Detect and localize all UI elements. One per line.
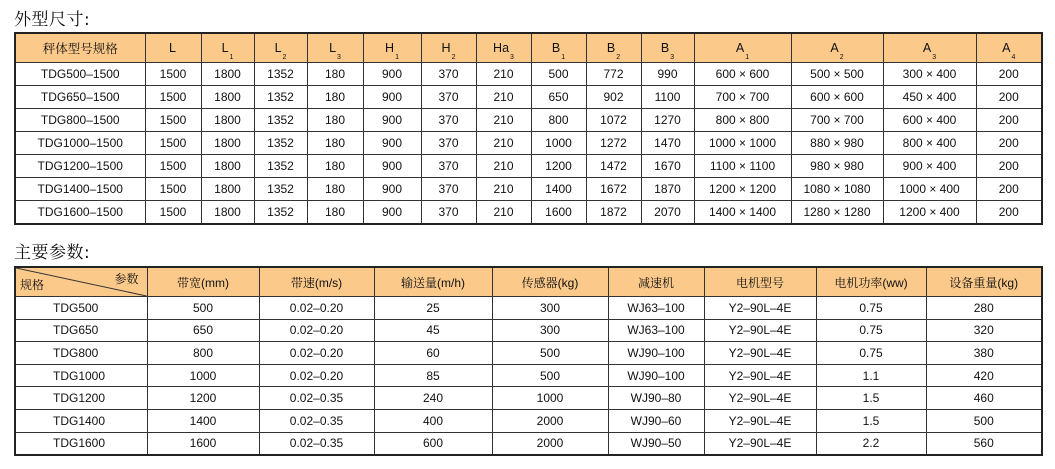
header-belt-speed: 带速(m/s) xyxy=(259,267,374,297)
value-cell: 420 xyxy=(926,364,1042,387)
header-subscript: 1 xyxy=(561,54,566,61)
value-cell: 60 xyxy=(374,342,492,365)
value-cell: WJ90–50 xyxy=(608,432,704,455)
value-cell: 1800 xyxy=(201,109,254,132)
header-L2 xyxy=(254,33,307,63)
value-cell: 1800 xyxy=(201,178,254,201)
value-cell: 560 xyxy=(926,432,1042,455)
table-row xyxy=(15,409,1042,432)
model-cell: TDG800–1500 xyxy=(15,109,145,132)
header-subscript: 2 xyxy=(616,54,621,61)
value-cell: 900 xyxy=(363,63,421,86)
value-cell: 1600 xyxy=(531,201,586,225)
value-cell: 210 xyxy=(476,132,531,155)
header-L3 xyxy=(307,33,363,63)
value-cell: 0.02–0.35 xyxy=(259,387,374,410)
value-cell: WJ90–80 xyxy=(608,387,704,410)
header-motor-power: 电机功率(ww) xyxy=(816,267,926,297)
value-cell: 1272 xyxy=(586,132,641,155)
value-cell: 370 xyxy=(421,155,476,178)
header-A4 xyxy=(976,33,1042,63)
value-cell: 1500 xyxy=(145,155,201,178)
value-cell: 460 xyxy=(926,387,1042,410)
value-cell: 180 xyxy=(307,201,363,225)
value-cell: 2000 xyxy=(492,432,608,455)
header-subscript: 4 xyxy=(1011,54,1016,61)
value-cell: 380 xyxy=(926,342,1042,365)
value-cell: 650 xyxy=(531,86,586,109)
header-label: L xyxy=(221,41,229,55)
value-cell: 200 xyxy=(976,178,1042,201)
value-cell: 700 × 700 xyxy=(791,109,883,132)
header-label: 秤体型号规格 xyxy=(42,42,118,56)
value-cell: 1352 xyxy=(254,132,307,155)
table-row xyxy=(15,155,1042,178)
header-subscript: 1 xyxy=(745,54,750,61)
header-label: Ha xyxy=(493,41,510,55)
value-cell: WJ90–100 xyxy=(608,364,704,387)
value-cell: 600 × 600 xyxy=(791,86,883,109)
model-cell: TDG1400–1500 xyxy=(15,178,145,201)
value-cell: 25 xyxy=(374,297,492,320)
value-cell: 1200 × 1200 xyxy=(694,178,791,201)
params-section-title: 主要参数: xyxy=(14,243,91,263)
value-cell: 1500 xyxy=(145,132,201,155)
value-cell: 200 xyxy=(976,63,1042,86)
params-header-row xyxy=(15,267,1042,297)
header-belt-width: 带宽(mm) xyxy=(147,267,259,297)
table-row xyxy=(15,63,1042,86)
value-cell: 280 xyxy=(926,297,1042,320)
value-cell: 0.02–0.20 xyxy=(259,297,374,320)
value-cell: 320 xyxy=(926,319,1042,342)
header-label: B xyxy=(551,41,561,55)
value-cell: 2070 xyxy=(641,201,694,225)
value-cell: WJ63–100 xyxy=(608,297,704,320)
value-cell: 0.75 xyxy=(816,342,926,365)
value-cell: 1400 × 1400 xyxy=(694,201,791,225)
value-cell: 200 xyxy=(976,109,1042,132)
value-cell: 0.02–0.20 xyxy=(259,342,374,365)
model-cell: TDG1000 xyxy=(15,364,147,387)
value-cell: 1872 xyxy=(586,201,641,225)
header-subscript: 1 xyxy=(395,54,399,61)
value-cell: 1200 xyxy=(147,387,259,410)
value-cell: 1352 xyxy=(254,178,307,201)
value-cell: 980 × 980 xyxy=(791,155,883,178)
header-subscript: 3 xyxy=(510,54,514,61)
value-cell: 300 × 400 xyxy=(883,63,976,86)
value-cell: 1000 xyxy=(492,387,608,410)
value-cell: Y2–90L–4E xyxy=(704,342,816,365)
value-cell: 500 xyxy=(492,364,608,387)
header-sensor: 传感器(kg) xyxy=(492,267,608,297)
value-cell: 0.75 xyxy=(816,297,926,320)
header-Ha3 xyxy=(476,33,531,63)
header-A1 xyxy=(694,33,791,63)
value-cell: 900 xyxy=(363,86,421,109)
header-label: B xyxy=(660,41,670,55)
value-cell: 500 xyxy=(926,409,1042,432)
value-cell: 1270 xyxy=(641,109,694,132)
table-row xyxy=(15,132,1042,155)
value-cell: 1.1 xyxy=(816,364,926,387)
header-B2 xyxy=(586,33,641,63)
value-cell: 1800 xyxy=(201,63,254,86)
model-cell: TDG1400 xyxy=(15,409,147,432)
value-cell: 800 xyxy=(531,109,586,132)
header-motor-model: 电机型号 xyxy=(704,267,816,297)
value-cell: 0.75 xyxy=(816,319,926,342)
value-cell: 1472 xyxy=(586,155,641,178)
value-cell: 1500 xyxy=(145,86,201,109)
dimensions-table-body xyxy=(15,63,1042,225)
value-cell: 180 xyxy=(307,109,363,132)
value-cell: 1800 xyxy=(201,201,254,225)
table-row xyxy=(15,297,1042,320)
value-cell: 1800 xyxy=(201,155,254,178)
header-label: A xyxy=(830,41,839,55)
header-subscript: 3 xyxy=(932,54,937,61)
header-label: L xyxy=(329,41,337,55)
header-A2 xyxy=(791,33,883,63)
value-cell: 772 xyxy=(586,63,641,86)
value-cell: 700 × 700 xyxy=(694,86,791,109)
model-cell: TDG1000–1500 xyxy=(15,132,145,155)
value-cell: 1352 xyxy=(254,201,307,225)
header-model-spec xyxy=(15,33,145,63)
header-B3 xyxy=(641,33,694,63)
value-cell: 180 xyxy=(307,178,363,201)
value-cell: 200 xyxy=(976,201,1042,225)
value-cell: 210 xyxy=(476,63,531,86)
table-row xyxy=(15,178,1042,201)
value-cell: 900 xyxy=(363,155,421,178)
header-L xyxy=(145,33,201,63)
value-cell: 370 xyxy=(421,201,476,225)
value-cell: 1100 xyxy=(641,86,694,109)
value-cell: 450 × 400 xyxy=(883,86,976,109)
table-row xyxy=(15,109,1042,132)
corner-label-params: 参数 xyxy=(114,272,139,286)
value-cell: 300 xyxy=(492,297,608,320)
value-cell: 1800 xyxy=(201,86,254,109)
value-cell: 990 xyxy=(641,63,694,86)
value-cell: 800 × 800 xyxy=(694,109,791,132)
corner-label-spec: 规格 xyxy=(20,278,45,292)
value-cell: 1670 xyxy=(641,155,694,178)
header-equipment-weight: 设备重量(kg) xyxy=(926,267,1042,297)
value-cell: 800 xyxy=(147,342,259,365)
value-cell: 1000 xyxy=(147,364,259,387)
value-cell: 500 xyxy=(492,342,608,365)
header-A3 xyxy=(883,33,976,63)
value-cell: 210 xyxy=(476,178,531,201)
value-cell: 240 xyxy=(374,387,492,410)
header-label: H xyxy=(441,41,451,55)
value-cell: 600 xyxy=(374,432,492,455)
value-cell: 1200 xyxy=(531,155,586,178)
value-cell: 1500 xyxy=(145,201,201,225)
value-cell: 2000 xyxy=(492,409,608,432)
value-cell: 1352 xyxy=(254,109,307,132)
value-cell: 900 xyxy=(363,178,421,201)
header-label: A xyxy=(922,41,932,55)
value-cell: 1470 xyxy=(641,132,694,155)
value-cell: 370 xyxy=(421,132,476,155)
value-cell: 500 × 500 xyxy=(791,63,883,86)
value-cell: Y2–90L–4E xyxy=(704,432,816,455)
table-row xyxy=(15,364,1042,387)
header-reducer: 减速机 xyxy=(608,267,704,297)
dimensions-table xyxy=(14,32,1043,225)
header-H1 xyxy=(363,33,421,63)
value-cell: 800 × 400 xyxy=(883,132,976,155)
value-cell: 1352 xyxy=(254,86,307,109)
header-H2 xyxy=(421,33,476,63)
value-cell: 600 × 400 xyxy=(883,109,976,132)
value-cell: 1800 xyxy=(201,132,254,155)
header-capacity: 输送量(m/h) xyxy=(374,267,492,297)
value-cell: 900 xyxy=(363,201,421,225)
table-row xyxy=(15,432,1042,455)
value-cell: Y2–90L–4E xyxy=(704,409,816,432)
value-cell: 210 xyxy=(476,86,531,109)
table-row xyxy=(15,86,1042,109)
model-cell: TDG1200–1500 xyxy=(15,155,145,178)
value-cell: 1500 xyxy=(145,178,201,201)
value-cell: 180 xyxy=(307,155,363,178)
value-cell: 500 xyxy=(531,63,586,86)
table-row xyxy=(15,342,1042,365)
value-cell: WJ63–100 xyxy=(608,319,704,342)
value-cell: 1000 × 400 xyxy=(883,178,976,201)
value-cell: 1352 xyxy=(254,63,307,86)
value-cell: 0.02–0.20 xyxy=(259,364,374,387)
value-cell: 1500 xyxy=(145,109,201,132)
value-cell: 0.02–0.35 xyxy=(259,432,374,455)
value-cell: 1600 xyxy=(147,432,259,455)
dimensions-section-title: 外型尺寸: xyxy=(14,10,91,30)
value-cell: 180 xyxy=(307,63,363,86)
value-cell: 1.5 xyxy=(816,387,926,410)
value-cell: 1200 × 400 xyxy=(883,201,976,225)
table-row xyxy=(15,201,1042,225)
value-cell: 1000 xyxy=(531,132,586,155)
value-cell: Y2–90L–4E xyxy=(704,297,816,320)
header-label: L xyxy=(169,41,176,55)
value-cell: 1072 xyxy=(586,109,641,132)
value-cell: WJ90–100 xyxy=(608,342,704,365)
value-cell: 1672 xyxy=(586,178,641,201)
model-cell: TDG800 xyxy=(15,342,147,365)
model-cell: TDG500 xyxy=(15,297,147,320)
value-cell: 180 xyxy=(307,132,363,155)
value-cell: 0.02–0.35 xyxy=(259,409,374,432)
header-label: A xyxy=(1002,41,1011,55)
header-subscript: 2 xyxy=(282,54,287,61)
header-label: H xyxy=(385,41,395,55)
value-cell: 45 xyxy=(374,319,492,342)
model-cell: TDG500–1500 xyxy=(15,63,145,86)
header-label: B xyxy=(606,41,616,55)
value-cell: 210 xyxy=(476,201,531,225)
value-cell: 370 xyxy=(421,109,476,132)
dimensions-header-row xyxy=(15,33,1042,63)
value-cell: 180 xyxy=(307,86,363,109)
value-cell: 85 xyxy=(374,364,492,387)
params-table xyxy=(14,266,1043,456)
value-cell: 900 xyxy=(363,109,421,132)
value-cell: Y2–90L–4E xyxy=(704,319,816,342)
model-cell: TDG650–1500 xyxy=(15,86,145,109)
value-cell: 900 × 400 xyxy=(883,155,976,178)
model-cell: TDG1600–1500 xyxy=(15,201,145,225)
header-subscript: 2 xyxy=(839,54,844,61)
value-cell: 1280 × 1280 xyxy=(791,201,883,225)
table-row xyxy=(15,387,1042,410)
value-cell: 210 xyxy=(476,109,531,132)
value-cell: 200 xyxy=(976,155,1042,178)
params-table-body xyxy=(15,297,1042,456)
value-cell: 650 xyxy=(147,319,259,342)
value-cell: 1000 × 1000 xyxy=(694,132,791,155)
value-cell: WJ90–60 xyxy=(608,409,704,432)
value-cell: 1500 xyxy=(145,63,201,86)
header-label: A xyxy=(735,41,745,55)
value-cell: 1352 xyxy=(254,155,307,178)
header-L1 xyxy=(201,33,254,63)
value-cell: 300 xyxy=(492,319,608,342)
value-cell: 1400 xyxy=(531,178,586,201)
value-cell: 1100 × 1100 xyxy=(694,155,791,178)
model-cell: TDG1600 xyxy=(15,432,147,455)
header-subscript: 1 xyxy=(229,54,234,61)
table-row xyxy=(15,319,1042,342)
value-cell: 500 xyxy=(147,297,259,320)
model-cell: TDG650 xyxy=(15,319,147,342)
value-cell: 902 xyxy=(586,86,641,109)
value-cell: 0.02–0.20 xyxy=(259,319,374,342)
header-label: L xyxy=(274,41,282,55)
value-cell: 400 xyxy=(374,409,492,432)
value-cell: 370 xyxy=(421,63,476,86)
value-cell: 370 xyxy=(421,178,476,201)
value-cell: 600 × 600 xyxy=(694,63,791,86)
value-cell: Y2–90L–4E xyxy=(704,387,816,410)
value-cell: Y2–90L–4E xyxy=(704,364,816,387)
value-cell: 1.5 xyxy=(816,409,926,432)
header-corner-diagonal xyxy=(15,267,147,297)
value-cell: 1400 xyxy=(147,409,259,432)
header-subscript: 3 xyxy=(670,54,675,61)
value-cell: 200 xyxy=(976,86,1042,109)
header-B1 xyxy=(531,33,586,63)
value-cell: 1080 × 1080 xyxy=(791,178,883,201)
value-cell: 370 xyxy=(421,86,476,109)
header-subscript: 2 xyxy=(451,54,456,61)
value-cell: 2.2 xyxy=(816,432,926,455)
value-cell: 200 xyxy=(976,132,1042,155)
value-cell: 1870 xyxy=(641,178,694,201)
header-subscript: 3 xyxy=(337,54,341,61)
value-cell: 210 xyxy=(476,155,531,178)
model-cell: TDG1200 xyxy=(15,387,147,410)
value-cell: 880 × 980 xyxy=(791,132,883,155)
value-cell: 900 xyxy=(363,132,421,155)
